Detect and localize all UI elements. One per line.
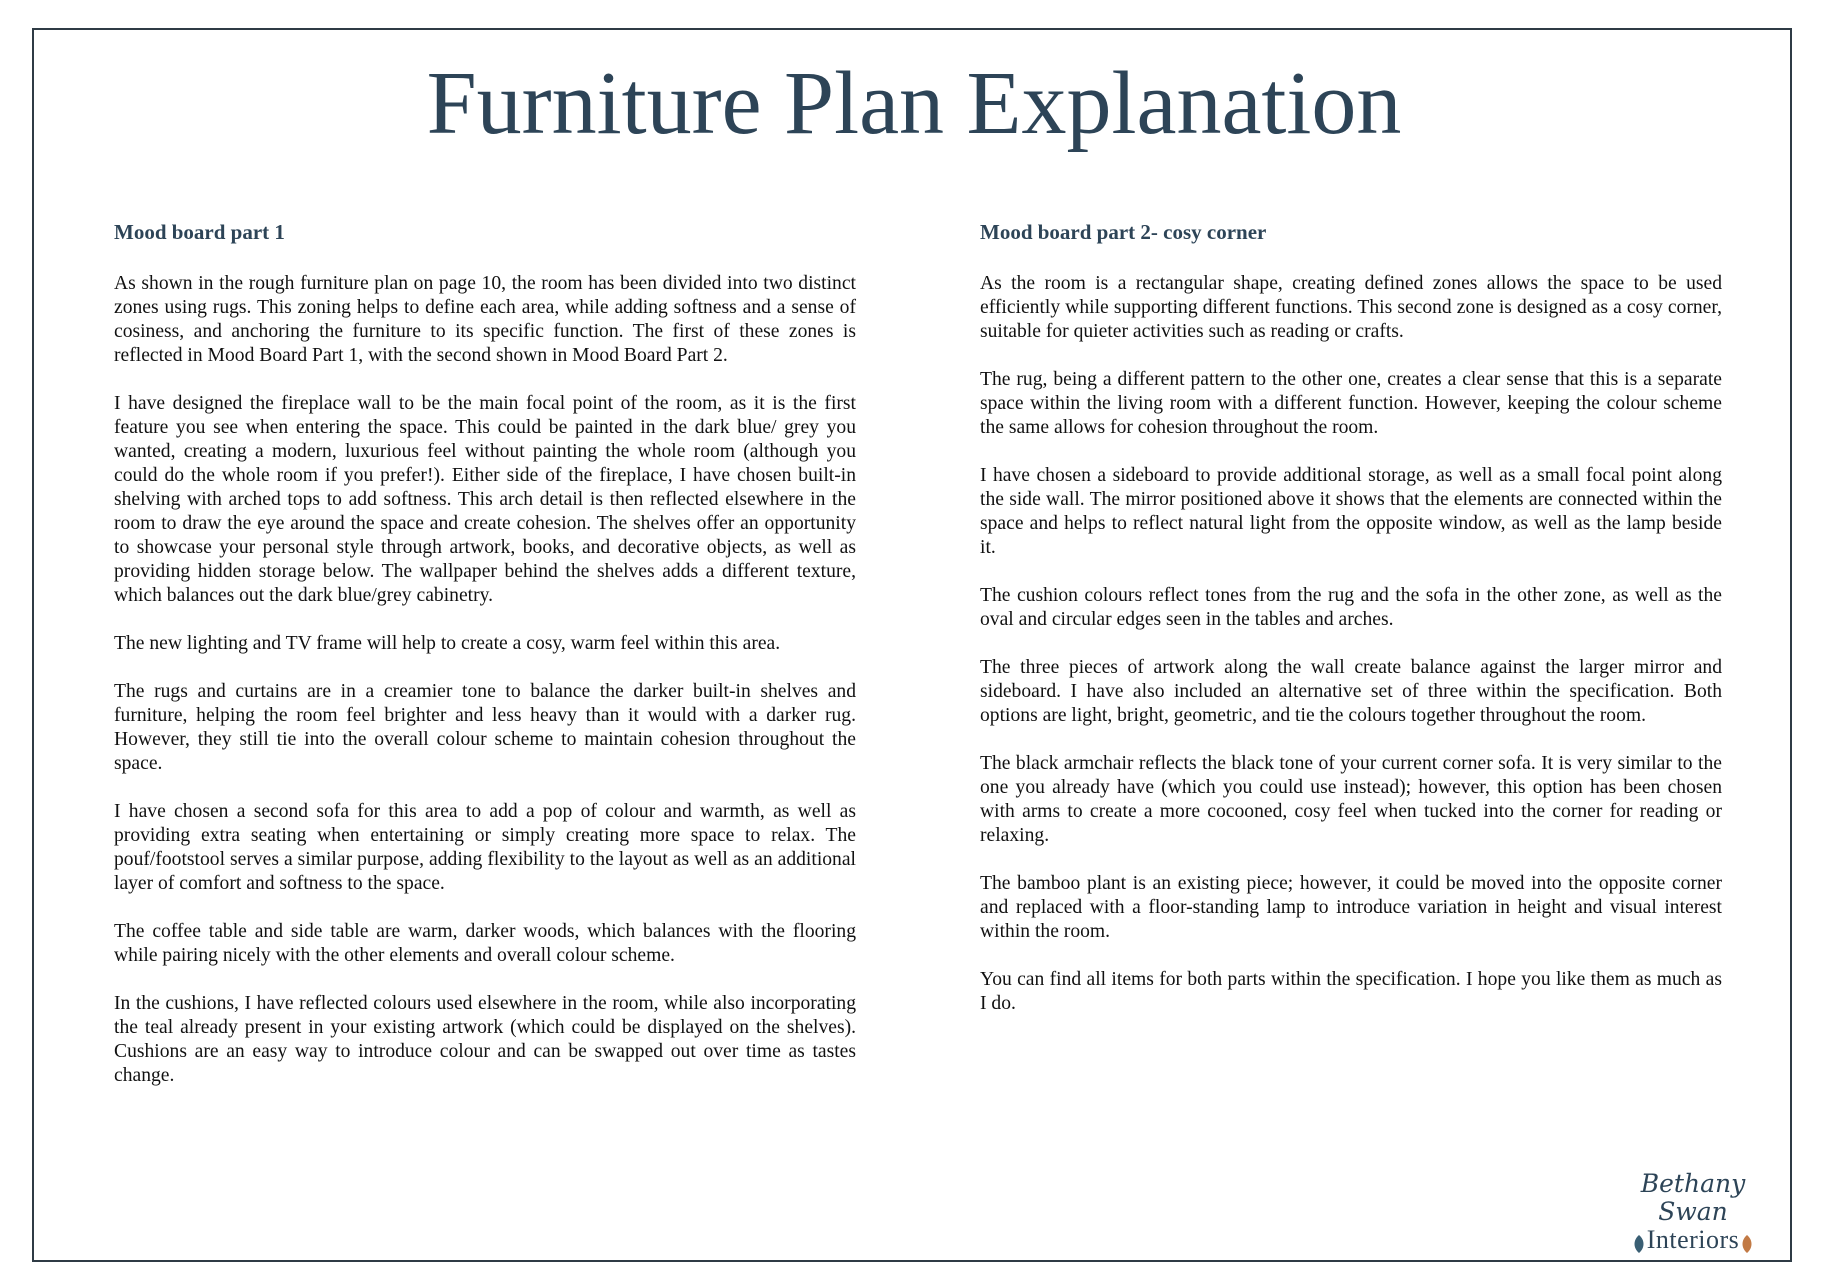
left-paragraph: The new lighting and TV frame will help to create a cosy, warm feel within this area. xyxy=(114,633,781,654)
right-paragraph: The bamboo plant is an existing piece; however, it could be moved into the opposite corner and replaced with a floor-standing lamp to introduce variation in height and visual interest within the room. xyxy=(980,873,1722,942)
left-paragraph: I have designed the fireplace wall to be the main focal point of the room, as it is the first feature you see when entering the space. This could be painted in the dark blue/ grey you wanted, creating a modern, luxurious feel without painting the whole room (although you could do the whole room if you prefer!). Either side of the fireplace, I have chosen built-in shelving with arched tops to add softness. This arch detail is then reflected elsewhere in the room to draw the eye around the space and create cohesion. The shelves offer an opportunity to showcase your personal style through artwork, books, and decorative objects, as well as providing hidden storage below. The wallpaper behind the shelves adds a different texture, which balances out the dark blue/grey cabinetry. xyxy=(114,393,856,606)
left-paragraph: I have chosen a second sofa for this area to add a pop of colour and warmth, as well as providing extra seating when entertaining or simply creating more space to relax. The pouf/footstool serves a similar purpose, adding flexibility to the layout as well as an additional layer of comfort and softness to the space. xyxy=(114,801,856,894)
right-column-heading: Mood board part 2- cosy corner xyxy=(980,220,1267,244)
left-paragraph: The rugs and curtains are in a creamier tone to balance the darker built-in shelves and furniture, helping the room feel brighter and less heavy than it would with a darker rug. However, they still tie into the overall colour scheme to maintain cohesion throughout the space. xyxy=(114,681,856,774)
right-paragraph: The rug, being a different pattern to the other one, creates a clear sense that this is a separate space within the living room with a different function. However, keeping the colour scheme the same allows for cohesion throughout the room. xyxy=(980,369,1722,438)
right-column xyxy=(980,218,1722,1040)
right-paragraph: I have chosen a sideboard to provide additional storage, as well as a small focal point along the side wall. The mirror positioned above it shows that the elements are connected within the space and helps to reflect natural light from the opposite window, as well as the lamp beside it. xyxy=(980,465,1722,558)
left-paragraph: As shown in the rough furniture plan on page 10, the room has been divided into two distinct zones using rugs. This zoning helps to define each area, while adding softness and a sense of cosiness, and anchoring the furniture to its specific function. The first of these zones is reflected in Mood Board Part 1, with the second shown in Mood Board Part 2. xyxy=(114,273,856,366)
logo-script-text: Bethany Swan xyxy=(1640,1168,1746,1226)
right-paragraph: The cushion colours reflect tones from the rug and the sofa in the other zone, as well as the oval and circular edges seen in the tables and arches. xyxy=(980,585,1722,630)
right-paragraph: The black armchair reflects the black tone of your current corner sofa. It is very similar to the one you already have (which you could use instead); however, this option has been chosen with arms to create a more cocooned, cosy feel when tucked into the corner for reading or relaxing. xyxy=(980,753,1722,846)
leaf-left-icon xyxy=(1631,1234,1647,1254)
right-paragraph: As the room is a rectangular shape, creating defined zones allows the space to be used efficiently while supporting different functions. This second zone is designed as a cosy corner, suitable for quieter activities such as reading or crafts. xyxy=(980,273,1722,342)
right-paragraph: You can find all items for both parts within the specification. I hope you like them as much as I do. xyxy=(980,969,1722,1014)
left-paragraph: In the cushions, I have reflected colours used elsewhere in the room, while also incorporating the teal already present in your existing artwork (which could be displayed on the shelves). Cushions are an easy way to introduce colour and can be swapped out over time as tastes change. xyxy=(114,993,856,1086)
left-paragraph: The coffee table and side table are warm, darker woods, which balances with the flooring while pairing nicely with the other elements and overall colour scheme. xyxy=(114,921,856,966)
left-column-heading: Mood board part 1 xyxy=(114,220,285,244)
left-column xyxy=(114,218,856,1112)
logo-word-text: Interiors xyxy=(1646,1224,1740,1254)
brand-logo xyxy=(1608,1170,1778,1254)
right-paragraph: The three pieces of artwork along the wall create balance against the larger mirror and sideboard. I have also included an alternative set of three within the specification. Both options are light, bright, geometric, and tie the colours together throughout the room. xyxy=(980,657,1722,726)
page-title: Furniture Plan Explanation xyxy=(426,54,1402,153)
leaf-right-icon xyxy=(1739,1234,1755,1254)
